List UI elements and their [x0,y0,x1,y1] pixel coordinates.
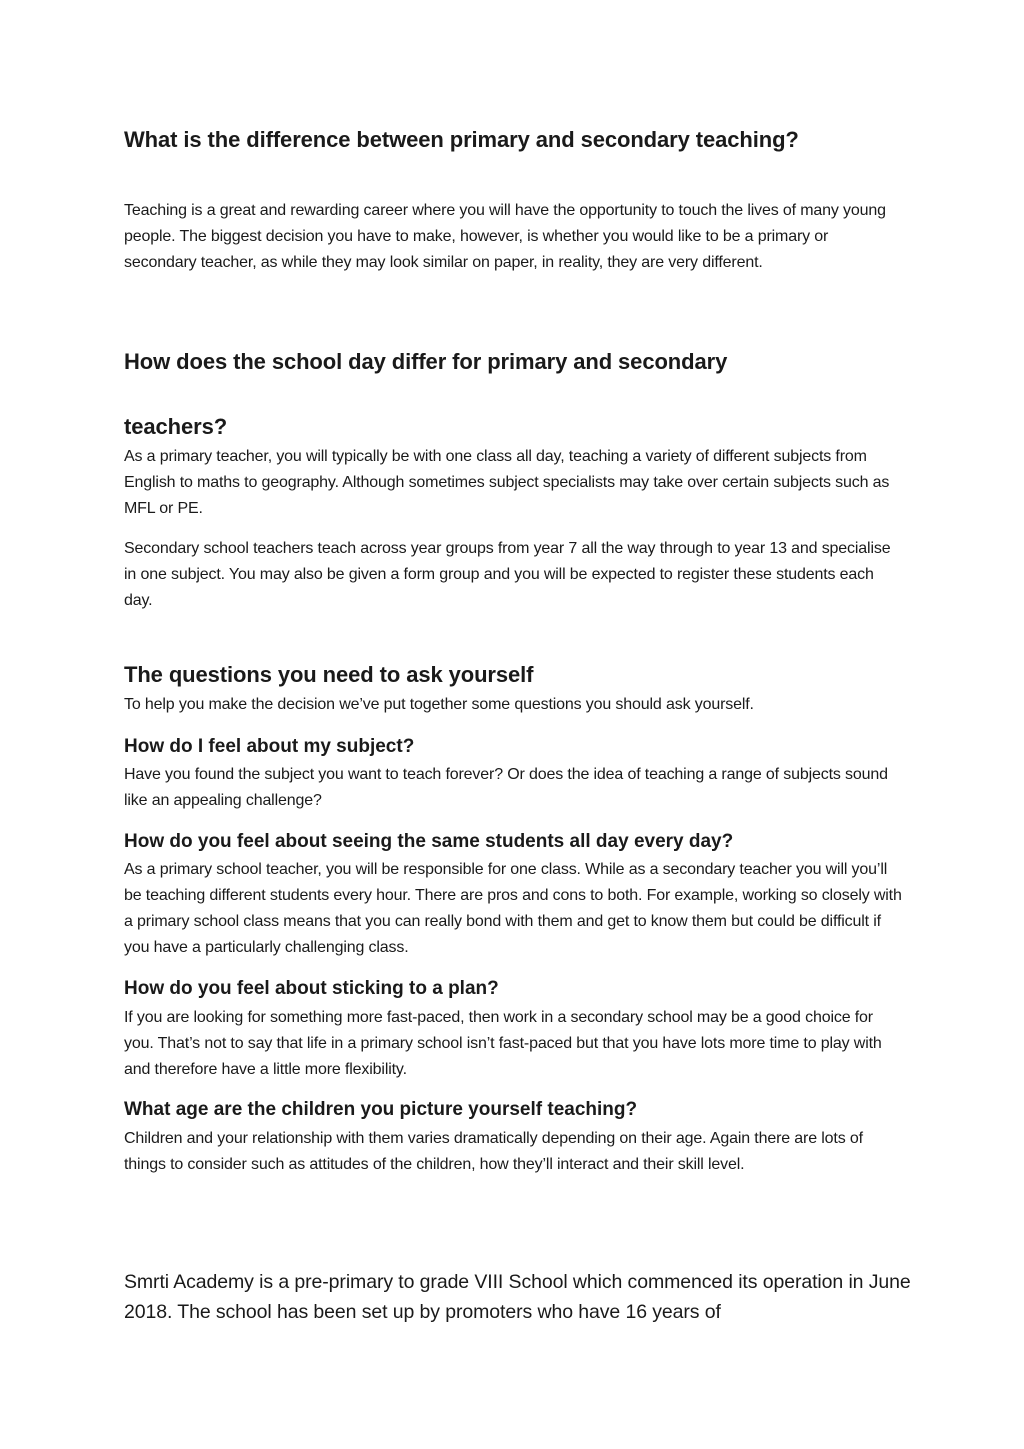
school-day-heading-line1: How does the school day differ for primary and secondary [124,349,728,374]
school-day-heading-line2: teachers? [124,414,228,439]
school-day-paragraph-primary: As a primary teacher, you will typically be with one class all day, teaching a variety of different subjects from English to maths to geography. Although sometimes subject specialists may take over certain subjects such as MFL or PE. [124,448,890,517]
question-age-body: Children and your relationship with them varies dramatically depending on their age. Again there are lots of things to consider such as attitudes of the children, how they’ll interact and their skill level. [124,1130,863,1173]
school-day-paragraph-secondary: Secondary school teachers teach across year groups from year 7 all the way through to year 13 and specialise in one subject. You may also be given a form group and you will be expected to register these students each day. [124,540,891,609]
question-plan-body: If you are looking for something more fast-paced, then work in a secondary school may be a good choice for you. That’s not to say that life in a primary school isn’t fast-paced but that you have lots more time to play with and therefore have a little more flexibility. [124,1009,882,1078]
closing-paragraph: Smrti Academy is a pre-primary to grade VIII School which commenced its operation in June 2018. The school has been set up by promoters who have 16 years of [124,1271,911,1323]
question-subject-heading: How do I feel about my subject? [124,736,415,757]
question-subject-body: Have you found the subject you want to teach forever? Or does the idea of teaching a range of subjects sound like an appealing challenge? [124,766,888,809]
question-same-students-body: As a primary school teacher, you will be responsible for one class. While as a secondary teacher you will you’ll be teaching different students every hour. There are pros and cons to both. For example, working so closely with a primary school class means that you can really bond with them and get to know them but could be difficult if you have a particularly challenging class. [124,861,902,956]
intro-paragraph: Teaching is a great and rewarding career where you will have the opportunity to touch the lives of many young people. The biggest decision you have to make, however, is whether you would like to be a primary or secondary teacher, as while they may look similar on paper, in reality, they are very different. [124,202,886,271]
question-plan-heading: How do you feel about sticking to a plan? [124,978,499,999]
questions-intro: To help you make the decision we’ve put together some questions you should ask yourself. [124,696,754,713]
question-same-students-heading: How do you feel about seeing the same students all day every day? [124,831,734,852]
question-age-heading: What age are the children you picture yourself teaching? [124,1099,638,1120]
questions-heading: The questions you need to ask yourself [124,662,534,687]
page-title: What is the difference between primary and secondary teaching? [124,127,799,152]
